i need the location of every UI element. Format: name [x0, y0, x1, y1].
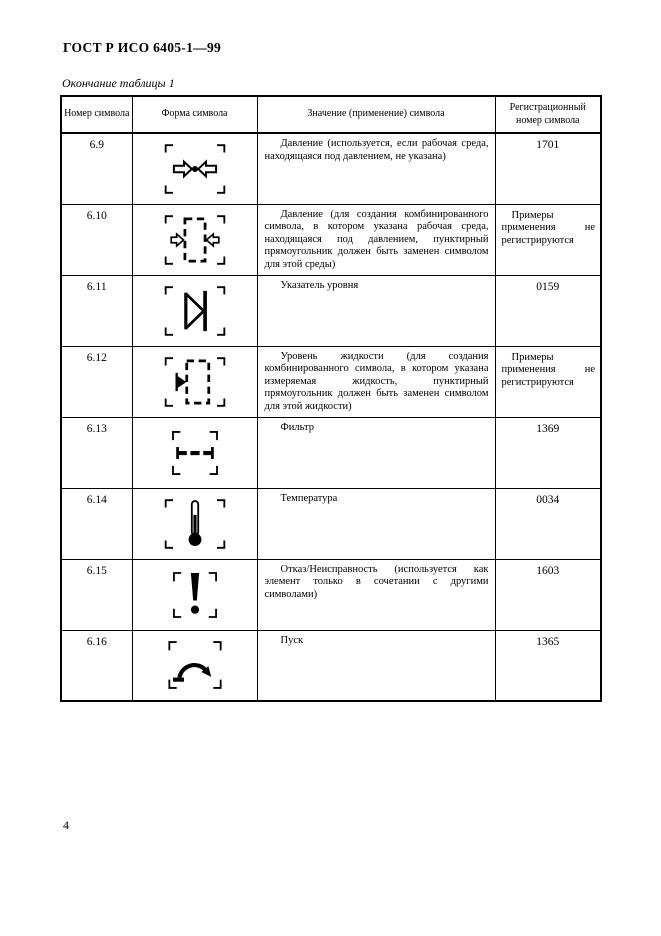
registration-number: Примеры применения не регистрируются [501, 209, 595, 246]
header-symbol-form: Форма символа [132, 96, 257, 133]
pressure-opposing-arrows-icon [147, 136, 243, 202]
symbol-number: 6.16 [61, 630, 132, 701]
table-row [61, 346, 601, 417]
registration-number: 1369 [495, 417, 601, 488]
symbols-table [60, 95, 602, 702]
symbol-number: 6.12 [61, 346, 132, 417]
doc-code: ГОСТ Р ИСО 6405-1—99 [63, 40, 222, 55]
table-header-row [61, 96, 601, 133]
table-row [61, 630, 601, 701]
registration-number: 0159 [495, 275, 601, 346]
symbol-number: 6.15 [61, 559, 132, 630]
pressure-dashed-rectangle-icon [147, 207, 243, 273]
header-symbol-meaning: Значение (применение) символа [257, 96, 495, 133]
registration-number: 0034 [495, 488, 601, 559]
symbol-meaning: Температура [280, 492, 338, 504]
symbol-number: 6.9 [61, 133, 132, 204]
symbol-meaning: Пуск [280, 634, 304, 646]
header-symbol-number: Номер символа [61, 96, 132, 133]
failure-exclamation-icon [147, 562, 243, 628]
symbol-number: 6.13 [61, 417, 132, 488]
symbol-meaning: Уровень жидкости (для создания комбинированного символа, в котором указана измеряемая жидкость, пунктирный прямоугольник должен быть заменен символом для этой жидкости) [264, 350, 489, 412]
symbol-meaning: Указатель уровня [280, 279, 359, 291]
header-registration-number: Регистрационный номер символа [495, 96, 601, 133]
registration-number: Примеры применения не регистрируются [501, 351, 595, 388]
filter-icon [147, 420, 243, 486]
table-caption: Окончание таблицы 1 [62, 76, 175, 90]
liquid-level-dashed-rectangle-icon [147, 349, 243, 415]
temperature-thermometer-icon [147, 491, 243, 557]
table-row [61, 559, 601, 630]
table-row [61, 488, 601, 559]
symbol-meaning: Фильтр [280, 421, 315, 433]
table-row [61, 204, 601, 275]
registration-number: 1603 [495, 559, 601, 630]
table-row [61, 133, 601, 204]
page-number: 4 [63, 818, 69, 832]
symbol-meaning: Отказ/Неисправность (используется как элемент только в сочетании с другими символами) [264, 563, 489, 600]
start-curved-arrow-icon [147, 632, 243, 698]
level-indicator-icon [147, 278, 243, 344]
symbol-number: 6.10 [61, 204, 132, 275]
symbol-number: 6.11 [61, 275, 132, 346]
registration-number: 1365 [495, 630, 601, 701]
table-row [61, 275, 601, 346]
table-row [61, 417, 601, 488]
symbol-meaning: Давление (используется, если рабочая среда, находящаяся под давлением, не указана) [264, 138, 489, 162]
symbol-meaning: Давление (для создания комбинированного символа, в котором указана рабочая среда, находящаяся под давлением, пунктирный прямоугольник должен быть заменен символом для этой среды) [264, 208, 489, 270]
symbol-number: 6.14 [61, 488, 132, 559]
registration-number: 1701 [495, 133, 601, 204]
